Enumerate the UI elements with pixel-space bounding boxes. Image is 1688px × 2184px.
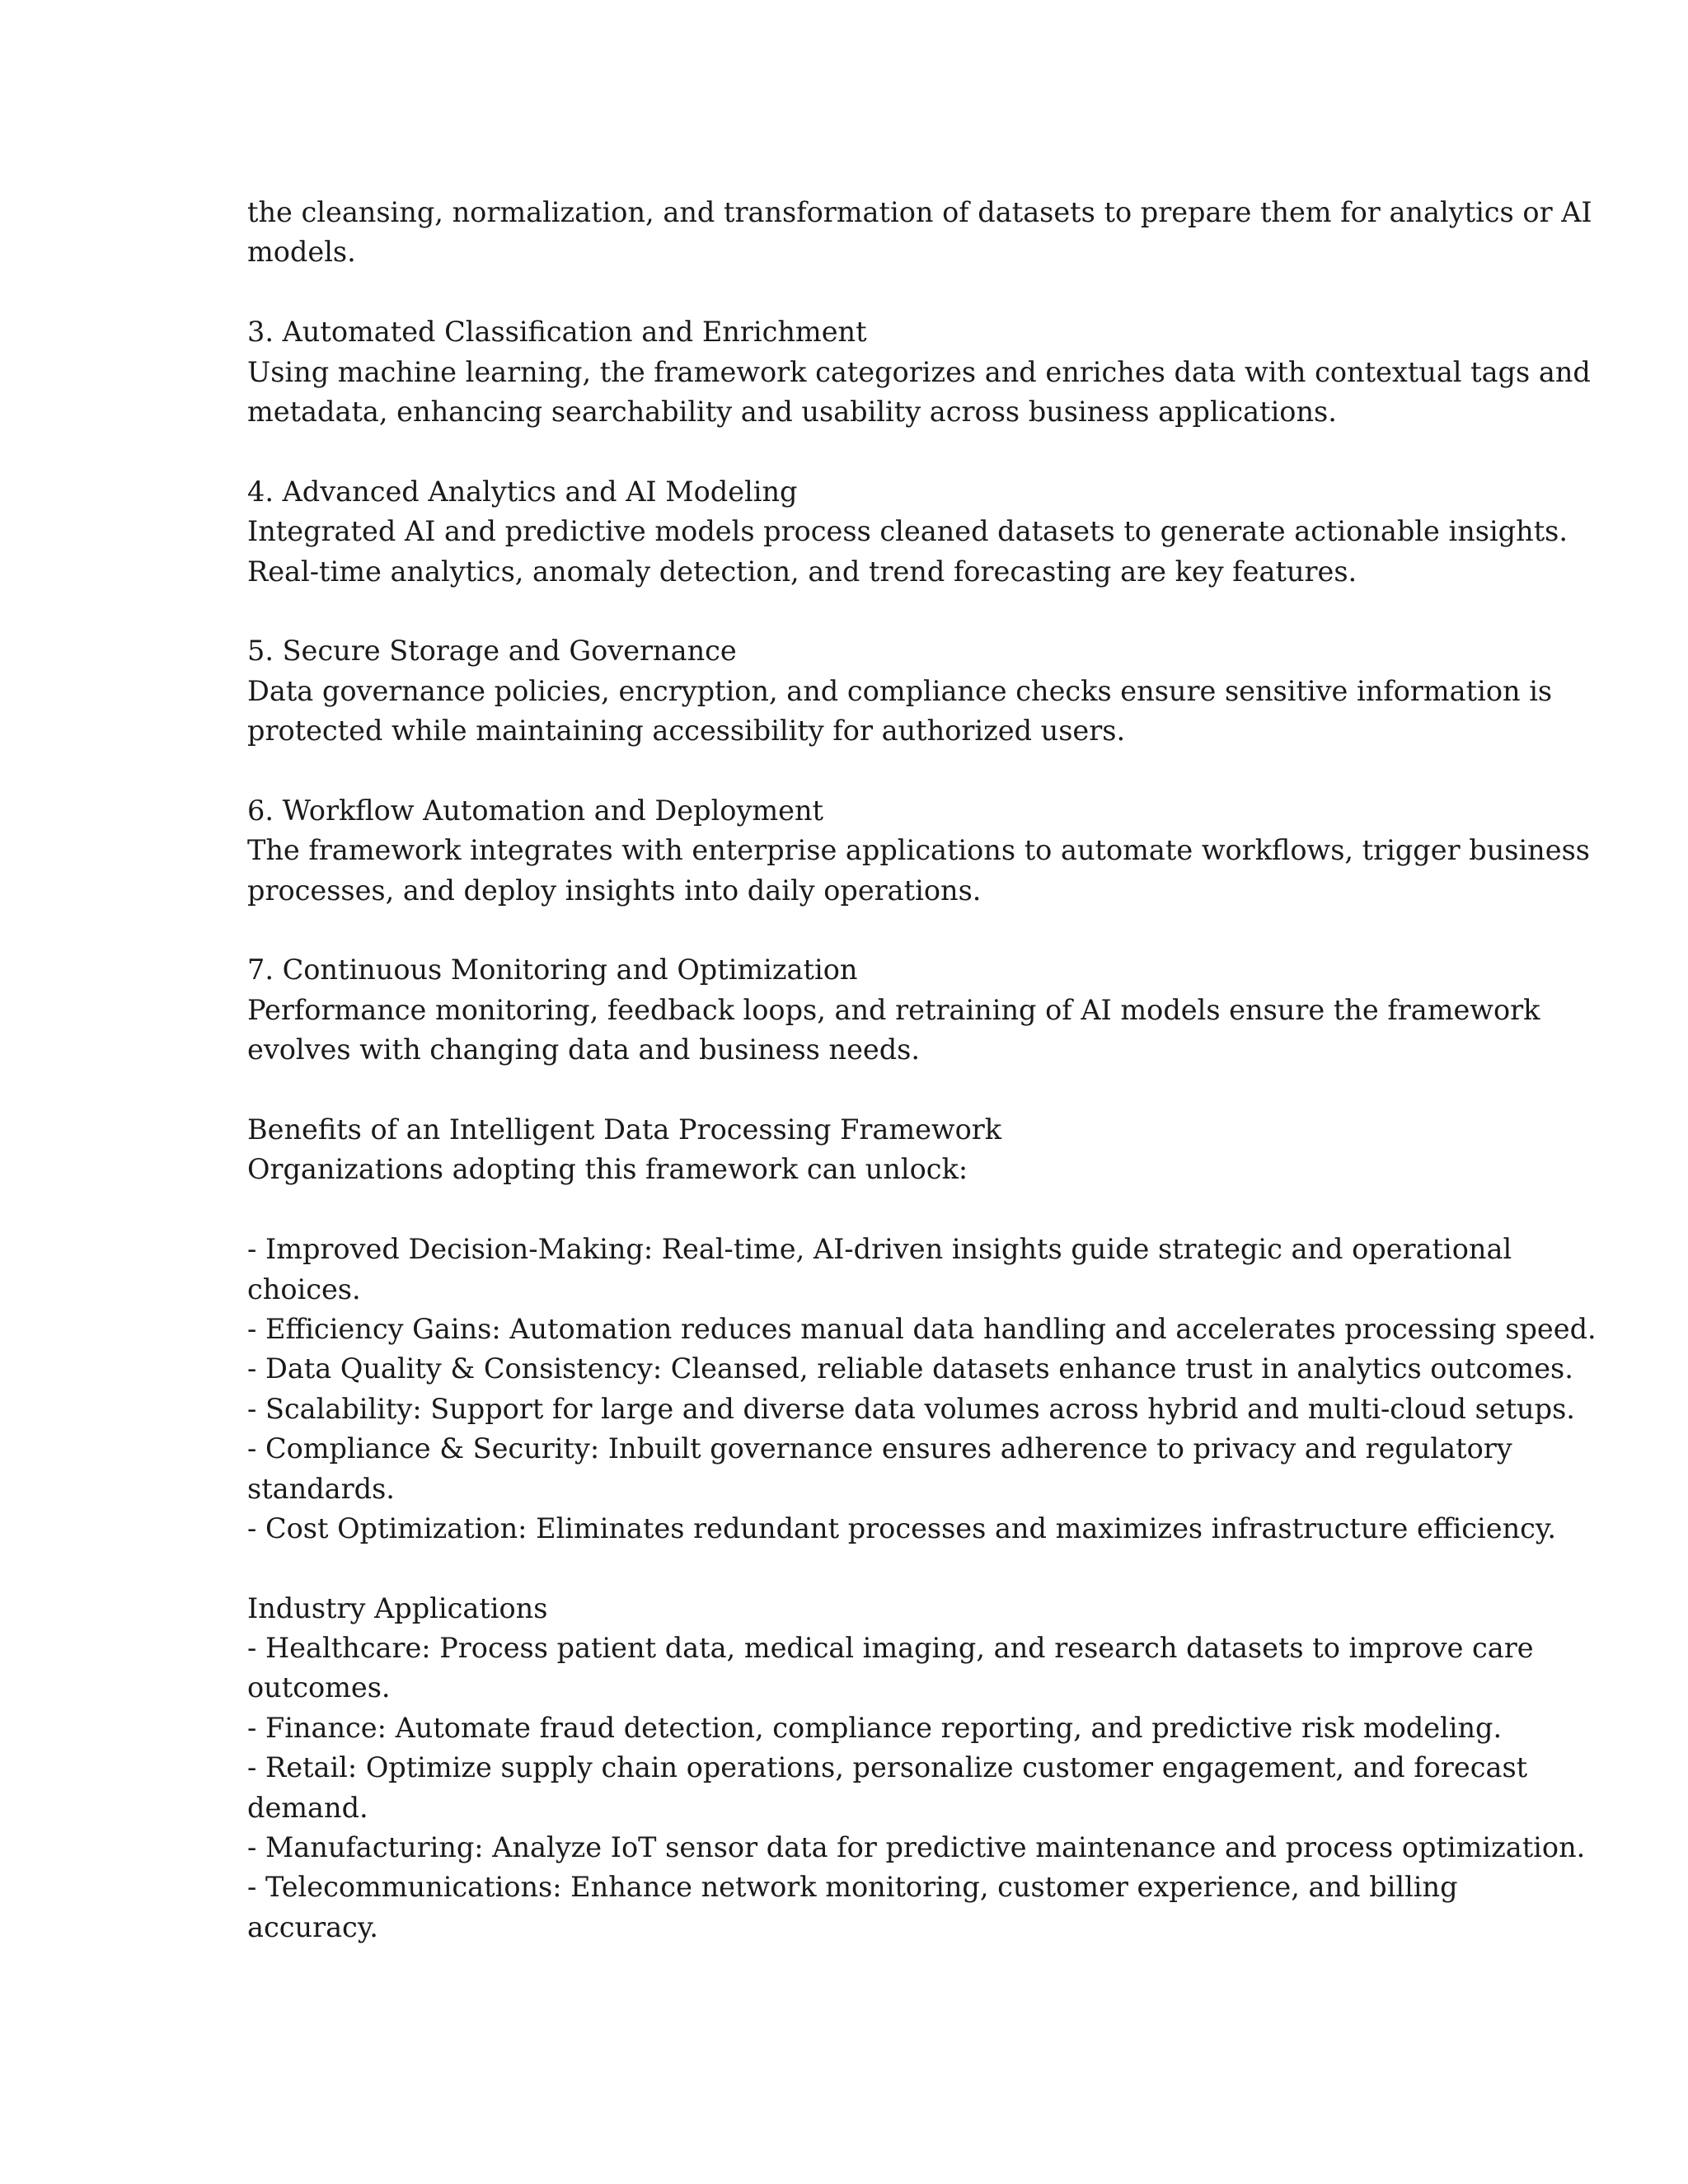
text-line: The framework integrates with enterprise applications to automate workflows, trigger business — [247, 834, 1590, 867]
text-line: 7. Continuous Monitoring and Optimization — [247, 954, 858, 987]
paragraph-gap — [247, 592, 1451, 631]
text-line: processes, and deploy insights into daily operations. — [247, 874, 982, 907]
text-line: - Healthcare: Process patient data, medical imaging, and research datasets to improve care — [247, 1632, 1534, 1665]
text-line: - Efficiency Gains: Automation reduces manual data handling and accelerates processing speed. — [247, 1312, 1597, 1345]
text-line: evolves with changing data and business needs. — [247, 1033, 921, 1066]
text-line: - Cost Optimization: Eliminates redundant processes and maximizes infrastructure efficiency. — [247, 1511, 1557, 1544]
text-line: - Data Quality & Consistency: Cleansed, reliable datasets enhance trust in analytics outcomes. — [247, 1352, 1573, 1385]
paragraph-gap — [247, 1549, 1451, 1588]
text-line: - Compliance & Security: Inbuilt governance ensures adherence to privacy and regulatory — [247, 1432, 1512, 1465]
text-line: - Telecommunications: Enhance network monitoring, customer experience, and billing — [247, 1871, 1458, 1904]
text-line: demand. — [247, 1791, 368, 1824]
text-line: 6. Workflow Automation and Deployment — [247, 794, 824, 827]
text-line: - Manufacturing: Analyze IoT sensor data for predictive maintenance and process optimization. — [247, 1831, 1586, 1864]
text-line: Real-time analytics, anomaly detection, and trend forecasting are key features. — [247, 555, 1357, 588]
text-line: outcomes. — [247, 1671, 391, 1704]
text-line: 5. Secure Storage and Governance — [247, 635, 737, 668]
text-line: Using machine learning, the framework categorizes and enriches data with contextual tags and — [247, 355, 1591, 388]
paragraph-gap — [247, 1190, 1451, 1230]
paragraph-gap — [247, 1071, 1451, 1110]
text-line: Organizations adopting this framework can unlock: — [247, 1153, 968, 1186]
text-line: the cleansing, normalization, and transformation of datasets to prepare them for analytics or AI — [247, 196, 1592, 228]
paragraph-gap — [247, 911, 1451, 950]
text-line: 3. Automated Classification and Enrichment — [247, 316, 867, 349]
paragraph-gap — [247, 273, 1451, 312]
text-line: Performance monitoring, feedback loops, and retraining of AI models ensure the framework — [247, 993, 1540, 1026]
text-line: - Retail: Optimize supply chain operations, personalize customer engagement, and forecast — [247, 1751, 1528, 1784]
text-line: 4. Advanced Analytics and AI Modeling — [247, 475, 798, 508]
text-line: Industry Applications — [247, 1591, 548, 1624]
paragraph-gap — [247, 432, 1451, 471]
text-line: - Improved Decision-Making: Real-time, AI-driven insights guide strategic and operational — [247, 1233, 1512, 1266]
text-line: Integrated AI and predictive models process cleaned datasets to generate actionable insights. — [247, 515, 1568, 548]
text-line: Data governance policies, encryption, and compliance checks ensure sensitive information is — [247, 674, 1553, 707]
text-line: accuracy. — [247, 1910, 378, 1943]
paragraph-gap — [247, 751, 1451, 790]
document-page — [247, 193, 1597, 1947]
text-line: Benefits of an Intelligent Data Processing Framework — [247, 1113, 1002, 1146]
text-line: - Scalability: Support for large and diverse data volumes across hybrid and multi-cloud setups. — [247, 1392, 1575, 1425]
text-line: choices. — [247, 1272, 361, 1305]
text-line: protected while maintaining accessibility for authorized users. — [247, 715, 1126, 748]
text-line: metadata, enhancing searchability and usability across business applications. — [247, 395, 1337, 428]
text-line: standards. — [247, 1472, 395, 1505]
text-line: models. — [247, 236, 356, 269]
text-line: - Finance: Automate fraud detection, compliance reporting, and predictive risk modeling. — [247, 1711, 1503, 1744]
